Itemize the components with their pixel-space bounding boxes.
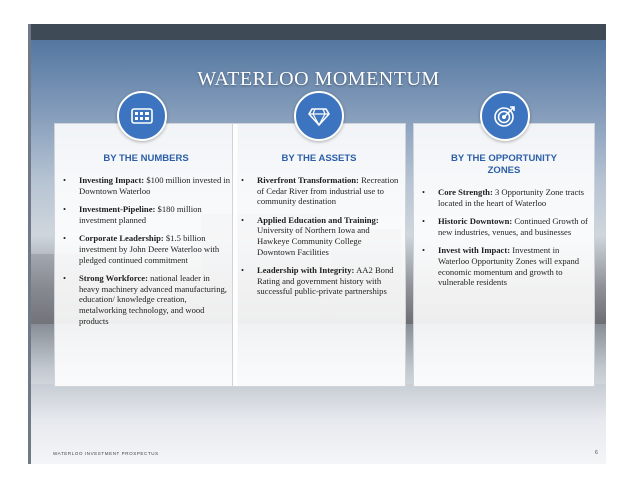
panel-by-the-assets — [232, 123, 406, 387]
list-item: • Applied Education and Training: University of Northern Iowa and Hawkeye Community College Downtown Facilities — [241, 214, 379, 257]
panel-heading: BY THE NUMBERS — [103, 153, 189, 164]
slide-title: WATERLOO MOMENTUM — [197, 68, 440, 90]
list-item: • Strong Workforce: national leader in heavy machinery advanced manufacturing, education/ knowledge creation, metalworking technology, and wood products — [63, 273, 227, 326]
panel-by-the-numbers — [54, 123, 238, 387]
badge-numbers — [117, 91, 167, 141]
slide-top-bar — [31, 24, 606, 40]
list-item: • Invest with Impact: Investment in Waterloo Opportunity Zones will expand economic momentum and growth to vulnerable residents — [422, 245, 580, 288]
dashboard-icon — [130, 104, 154, 128]
panel-heading: BY THE OPPORTUNITY ZONES — [451, 153, 557, 176]
badge-assets — [294, 91, 344, 141]
bullet-list — [422, 187, 588, 296]
page-number: 6 — [595, 450, 598, 456]
slide — [31, 24, 606, 464]
diamond-icon — [307, 104, 331, 128]
list-item: • Investing Impact: $100 million invested in Downtown Waterloo — [63, 175, 231, 196]
list-item: • Core Strength: 3 Opportunity Zone tracts located in the heart of Waterloo — [422, 187, 584, 208]
footer-title: WATERLOO INVESTMENT PROSPECTUS — [53, 451, 159, 456]
bullet-list — [241, 175, 399, 305]
list-item: • Corporate Leadership: $1.5 billion investment by John Deere Waterloo with pledged continued commitment — [63, 233, 220, 265]
target-icon — [493, 104, 517, 128]
panel-by-the-opportunity-zones — [413, 123, 595, 387]
list-item: • Historic Downtown: Continued Growth of new industries, venues, and businesses — [422, 216, 588, 237]
badge-opportunity-zones — [480, 91, 530, 141]
list-item: • Riverfront Transformation: Recreation of Cedar River from industrial use to community destination — [241, 175, 399, 207]
bullet-list — [63, 175, 231, 334]
list-item: • Investment-Pipeline: $180 million investment planned — [63, 204, 202, 225]
panel-heading: BY THE ASSETS — [281, 153, 357, 164]
list-item: • Leadership with Integrity: AA2 Bond Rating and government history with successful public-private partnerships — [241, 265, 394, 297]
